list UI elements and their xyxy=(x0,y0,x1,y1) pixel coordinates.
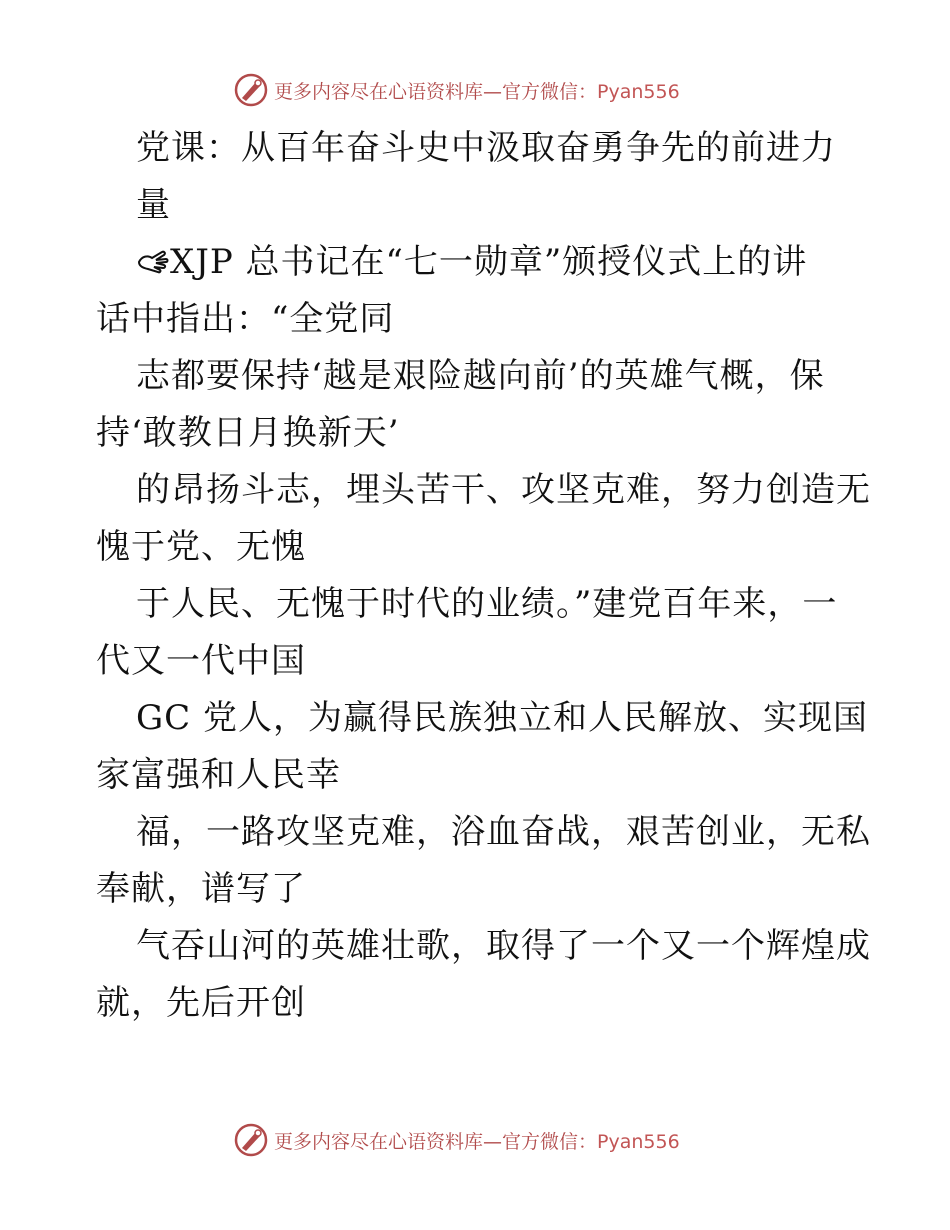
paragraph-line: 气吞山河的英雄壮歌，取得了一个又一个辉煌成 xyxy=(136,926,871,966)
paragraph-line: 话中指出：“全党同 xyxy=(96,299,395,339)
paragraph-line: 就，先后开创 xyxy=(96,983,306,1023)
paragraph-line: 家富强和人民幸 xyxy=(96,755,341,795)
watermark-text: 更多内容尽在心语资料库—官方微信：Pyan556 xyxy=(274,1130,680,1153)
paragraph-line: GC 党人，为赢得民族独立和人民解放、实现国 xyxy=(136,698,868,738)
watermark-handle: Pyan556 xyxy=(597,80,680,103)
title-line-1: 党课：从百年奋斗史中汲取奋勇争先的前进力 xyxy=(136,128,836,168)
pen-logo-icon xyxy=(234,1123,268,1157)
paragraph-line: 持‘敢教日月换新天’ xyxy=(96,413,400,453)
document-body xyxy=(96,120,871,1032)
paragraph-line: 于人民、无愧于时代的业绩。”建党百年来，一 xyxy=(136,584,838,624)
paragraph-line: 福，一路攻坚克难，浴血奋战，艰苦创业，无私 xyxy=(136,812,871,852)
paragraph-line-text: XJP 总书记在“七一勋章”颁授仪式上的讲 xyxy=(170,242,808,282)
footer-watermark xyxy=(234,1122,680,1158)
pen-logo-icon xyxy=(234,73,268,107)
watermark-text: 更多内容尽在心语资料库—官方微信：Pyan556 xyxy=(274,80,680,103)
paragraph-line: 的昂扬斗志，埋头苦干、攻坚克难，努力创造无 xyxy=(136,470,871,510)
paragraph-line: 愧于党、无愧 xyxy=(96,527,306,567)
paragraph-line xyxy=(96,234,856,291)
watermark-handle: Pyan556 xyxy=(597,1130,680,1153)
header-watermark xyxy=(234,72,680,108)
paragraph-line: 代又一代中国 xyxy=(96,641,306,681)
paragraph-line: 奉献，谱写了 xyxy=(96,869,306,909)
hand-pointer-icon xyxy=(136,242,170,276)
title-line-2: 量 xyxy=(136,185,171,225)
paragraph-line: 志都要保持‘越是艰险越向前’的英雄气概，保 xyxy=(136,356,825,396)
